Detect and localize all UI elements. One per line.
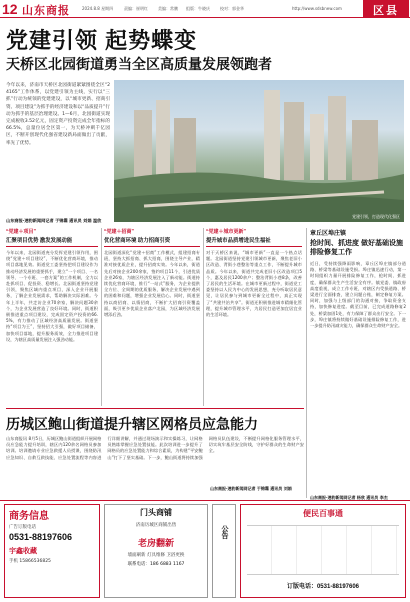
column-3-title: 提升城市品质增进民生福祉 — [206, 236, 302, 247]
column-1-text: 今年以来，北园街道充分发挥党建引领作用，围绕“党建＋项目建设”，不断优化营商环境，推动项目落地见效。街道党工委坚持把项目建设作为推动经济发展的重要抓手，建立“一个项目、一名领导、一个专班、一套方案”的工作机制，全力以赴抓项目、促投资、稳增长。北园街道坚持党建引领，聚焦区域内重点项目，深入企业开展服务，了解企业发展需求，帮助解决实际困难。今年上半年，共走访企业70余家，解决问题30余个，为企业发展营造了良好环境。同时，街道积极推进重点项目建设，完成固定资产投资的66.5%，有力推动了区域经济高质量发展。街道坚持“项目为王”，坚持招大引强，做好项目储备，加快项目落地，提升服务质效，全力推进项目建设，为辖区高质量发展注入强劲动能。 — [6, 250, 98, 342]
ad-mid-addr: 济南历城区商铺出售 — [135, 523, 177, 528]
lead-subheadline: 天桥区北园街道勇当全区高质量发展领跑者 — [6, 56, 272, 72]
ad-notice-title: 公告 — [221, 525, 228, 539]
ad-mid-info: 墙面刷新 灯具维修 卫浴更换 — [127, 553, 185, 558]
column-2 — [104, 228, 200, 420]
ad-right-phone: 订版电话：0531-88197606 — [286, 584, 360, 590]
ads-rule — [0, 500, 410, 501]
column-1-kicker: “党建＋项目” — [6, 229, 37, 235]
second-story-byline: 山东商报·速豹新闻网记者 于锦霜 通讯员 刘娟 — [210, 486, 292, 491]
column-3 — [206, 228, 302, 420]
section-label: 区县 — [373, 5, 399, 17]
ad-right-title: 便民百事通 — [303, 509, 343, 518]
page-number: 12 — [2, 1, 18, 17]
lead-intro: 今年以来，济南市天桥区北园街道紧紧围绕全区“24165”工作体系，以党建引领为主线，实行以“三抓”行动为统领的党建建设，以“城市更新、招商引资、项目建设”为抓手的经济建设和以“品质提升”行动为抓手的基层治理建设。1—6月，北园街道实现完成税收3.52亿元，固定资产投资完成全年指标的66.5%，总量位居全区第一，为天桥冲刺千亿园区，不断开创现代化强省建设新局面做出了贡献，率先了优势。 — [6, 83, 110, 146]
header-art-editor: 美编：常鹏 — [158, 6, 178, 11]
right-story-byline: 山东商报·速豹新闻网记者 杨欣 通讯员 李杰 — [310, 495, 388, 500]
header-editor: 责编：崔明红 — [124, 6, 148, 11]
section-badge — [363, 0, 409, 17]
ad-left-phone2: 手机 15866536825 — [9, 559, 51, 564]
ad-left-title: 商务信息 — [9, 511, 49, 522]
right-story-section: 章丘区埠庄镇 — [310, 231, 347, 237]
right-story-text: 近日，受持续强降雨影响，章丘区埠庄镇部分道路、桥梁等基础设施受损。埠庄镇迅速行动，第一时间组织力量开展排险修复工作，抢时间、抓进度，确保群众生产生活安全有序。镇党委、镇政府高度重视，成立工作专班，对辖区内受损道路、桥梁进行全面排查，建立问题台账，制定修复方案。同时，加强与上级部门的沟通对接，争取资金支持，加快修复进度。截至目前，已完成道路修复2处，桥梁加固1处，有力保障了群众出行安全。下一步，埠庄镇将持续做好基础设施排险修复工作，进一步提升防汛减灾能力，确保群众生命财产安全。 — [310, 261, 406, 329]
ad-left-phone: 0531-88197606 — [9, 532, 73, 542]
lead-photo — [114, 80, 404, 222]
lead-byline: 山东商报·速豹新闻网记者 于锦霜 通讯员 刘娟 温欣 — [6, 218, 102, 223]
city-skyline-illustration — [114, 80, 404, 222]
header-date: 2024.8.8 星期四 — [82, 6, 114, 11]
column-3-text: 对于天桥区来说，“城市更新”一直是一个热点话题。北园街道坚持党建引领城市更新，聚焦老旧小区改造、背街小巷整治等重点工作，不断提升城市品质。今年以来，街道共完成老旧小区改造项目5个，惠及居民1200余户；整治背街小巷8条，改善了居民的生活环境。在城市更新过程中，街道党工委坚持以人民为中心的发展思想，充分听取居民意见，让居民参与到城市更新全过程中，真正实现了“共建共治共享”。街道还积极推进城市精细化管理，提升城市管理水平，为居民打造更加宜居宜业的生活环境。 — [206, 250, 302, 318]
paper-name: 山东商报 — [22, 5, 70, 17]
section-rule — [6, 408, 304, 409]
column-2-kicker: “党建＋招商” — [104, 229, 135, 235]
ad-right-grid — [247, 525, 399, 575]
lead-headline: 党建引领 起势蝶变 — [6, 28, 198, 53]
column-1 — [6, 228, 98, 420]
second-headline: 历城区鲍山街道提升辖区网格员应急能力 — [6, 416, 258, 432]
ad-left-sub: 广告订版电话 — [9, 525, 36, 530]
photo-caption: 党建引领，打造现代化强区 — [352, 214, 400, 219]
second-story-text: 山东商报讯 8月5日，历城区鲍山街道组织开展网格员应急能力提升培训，辖区内120余名网格员参加培训。培训邀请专业应急救援人员授课，围绕防汛应急知识、自救互救技能、应急处置流程等内容进行详细讲解，并通过现场演示和实操练习，让网格员熟练掌握应急处置技能。此次培训进一步提升了网格员的应急处置能力和综合素质，为构建“平安鲍山”打下了坚实基础。下一步，鲍山街道将持续加强网格员队伍建设，不断提升网格化服务管理水平，切实筑牢基层安全防线，守护好群众的生命财产安全。 — [6, 436, 304, 460]
column-3-kicker: “党建＋城市更新” — [206, 229, 247, 235]
column-2-title: 优化营商环境 助力招商引资 — [104, 236, 200, 247]
header-rule — [0, 17, 410, 18]
ad-left-brand: 宇鑫收藏 — [9, 548, 37, 555]
header-proof: 组版：牛晓庆 — [186, 6, 210, 11]
ad-notice — [212, 504, 236, 598]
column-2-text: 北园街道深化“党建＋招商”工作模式，组建招商专班，坚持大抓招商、抓大招商，围绕主导产业，精准对接优质企业，提升招商实效。今年以来，街道先后对接企业200余家，签约项目11个，引进优质企业26家，为辖区经济发展注入了新动能。街道持续优化营商环境，推行“一站式”服务，为企业提供全方位、全周期的优质服务，解决企业发展中遇到的困难和问题，增强企业发展信心。同时，街道坚持以商招商、以情招商，不断扩大招商引资覆盖面，吸引更多优质企业落户北园，为区域经济发展增添后劲。 — [104, 250, 200, 318]
column-divider — [203, 228, 204, 406]
right-story-title: 抢时间、抓进度 做好基础设施排险修复工作 — [310, 240, 403, 256]
header-website[interactable]: http://www.sdsbnew.com — [292, 6, 342, 11]
column-divider — [101, 228, 102, 406]
page-header — [0, 0, 410, 18]
ad-mid-title: 门头商铺 — [140, 508, 172, 517]
ad-left — [4, 504, 100, 598]
ad-middle — [104, 504, 208, 598]
ad-mid-phone: 联系电话：186 6883 1167 — [127, 562, 185, 567]
right-story — [310, 228, 406, 501]
ad-right — [240, 504, 406, 598]
column-1-title: 汇聚项目优势 激发发展动能 — [6, 236, 98, 247]
column-divider — [306, 228, 307, 498]
ad-mid-brand: 老房翻新 — [137, 538, 174, 548]
header-proofread: 校对：郭金华 — [220, 6, 244, 11]
